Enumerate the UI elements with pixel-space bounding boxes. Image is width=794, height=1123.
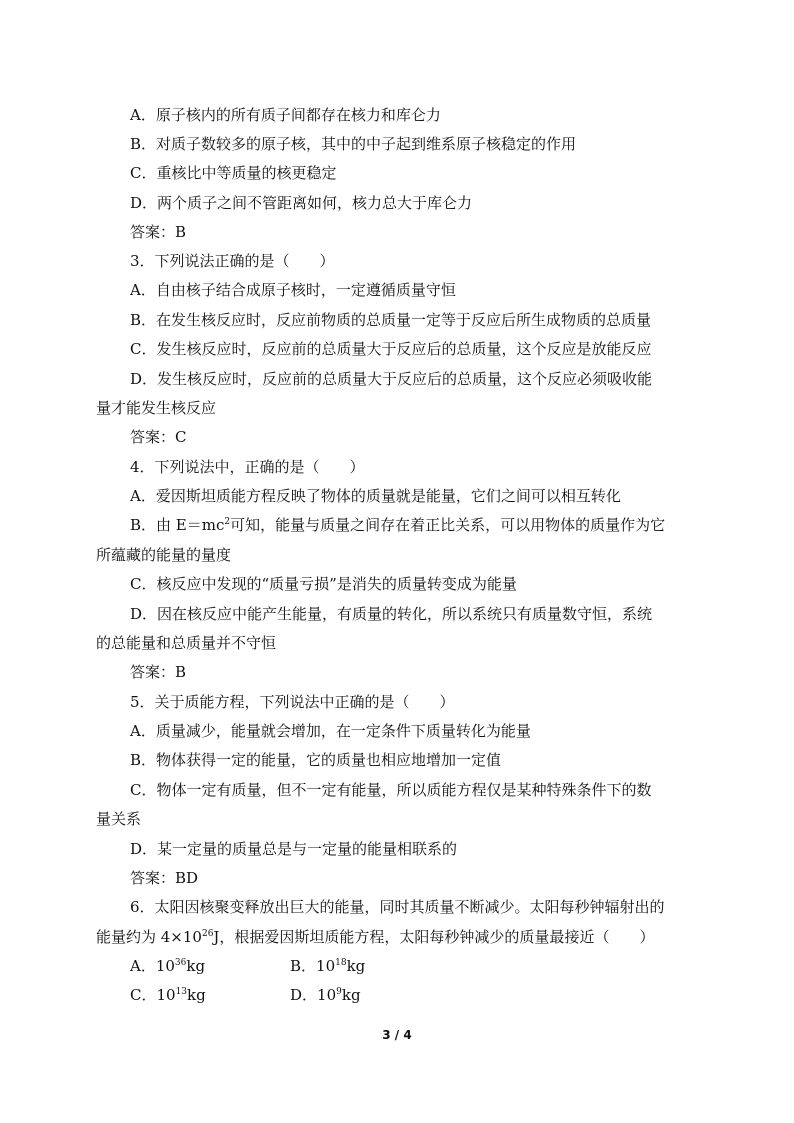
q3-option-a: A．自由核子结合成原子核时，一定遵循质量守恒 [130,281,456,299]
q3-stem: 3．下列说法正确的是（ ） [130,252,335,270]
q6-option-b-exponent: 18 [335,958,347,968]
q2-option-b: B．对质子数较多的原子核，其中的中子起到维系原子核稳定的作用 [130,135,577,153]
q6-energy-exponent: 26 [201,929,214,939]
q4-option-d-cont: 的总能量和总质量并不守恒 [96,634,277,652]
q3-option-d: D．发生核反应时，反应前的总质量大于反应后的总质量，这个反应必须吸收能 [130,370,653,388]
q5-option-c-cont: 量关系 [96,810,142,828]
q2-answer: 答案：B [130,223,187,241]
q4-option-b-exponent: 2 [224,517,231,527]
q6-option-c [130,985,206,1005]
q4-option-c: C．核反应中发现的“质量亏损”是消失的质量转变成为能量 [130,575,517,593]
q4-stem: 4．下列说法中，正确的是（ ） [130,458,365,476]
q5-option-c: C．物体一定有质量，但不一定有能量，所以质能方程仅是某种特殊条件下的数 [130,781,652,799]
q6-option-d [290,985,361,1005]
q4-option-b-cont: 所蕴藏的能量的量度 [96,546,232,564]
q4-option-a: A．爱因斯坦质能方程反映了物体的质量就是能量，它们之间可以相互转化 [130,487,621,505]
q3-option-d-cont: 量才能发生核反应 [96,399,217,417]
q6-option-a-unit: kg [186,957,206,975]
q2-option-d: D．两个质子之间不管距离如何，核力总大于库仑力 [130,194,473,212]
q5-stem: 5．关于质能方程，下列说法中正确的是（ ） [130,693,455,711]
q6-option-d-exponent: 9 [336,987,342,997]
q6-option-a [130,956,205,976]
q4-answer: 答案：B [130,663,187,681]
q5-option-a: A．质量减少，能量就会增加，在一定条件下质量转化为能量 [130,722,531,740]
q4-option-b-pre: B．由 E＝mc [130,516,225,534]
q6-option-a-pre: A．10 [130,957,175,975]
q4-option-b-post: 可知，能量与质量之间存在着正比关系，可以用物体的质量作为它 [230,516,666,534]
q6-stem-cont-pre: 能量约为 4×10 [96,928,202,946]
q2-option-c: C．重核比中等质量的核更稳定 [130,164,337,182]
q6-option-a-exponent: 36 [174,958,187,968]
q6-stem-cont [96,927,654,947]
q5-option-d: D．某一定量的质量总是与一定量的能量相联系的 [130,840,458,858]
q3-answer: 答案：C [130,428,187,446]
q2-option-a: A．原子核内的所有质子间都存在核力和库仑力 [130,106,441,124]
q3-option-c: C．发生核反应时，反应前的总质量大于反应后的总质量，这个反应是放能反应 [130,340,652,358]
q6-stem: 6．太阳因核聚变释放出巨大的能量，同时其质量不断减少。太阳每秒钟辐射出的 [130,898,665,916]
page-number: 3 / 4 [382,1028,412,1042]
q4-option-b [130,515,665,535]
q6-option-b [290,956,365,976]
q6-option-c-unit: kg [187,986,206,1004]
q5-answer: 答案：BD [130,869,199,887]
q5-option-b: B．物体获得一定的能量，它的质量也相应地增加一定值 [130,751,502,769]
q6-option-d-unit: kg [341,986,361,1004]
q6-option-c-exponent: 13 [175,987,188,997]
q4-option-d: D．因在核反应中能产生能量，有质量的转化，所以系统只有质量数守恒，系统 [130,605,653,623]
q6-option-b-pre: B．10 [290,957,336,975]
q6-option-b-unit: kg [346,957,366,975]
q6-option-c-pre: C．10 [130,986,176,1004]
q6-option-d-pre: D．10 [290,986,337,1004]
q6-stem-cont-post: J，根据爱因斯坦质能方程，太阳每秒钟减少的质量最接近（ ） [213,928,655,946]
q3-option-b: B．在发生核反应时，反应前物质的总质量一定等于反应后所生成物质的总质量 [130,311,652,329]
